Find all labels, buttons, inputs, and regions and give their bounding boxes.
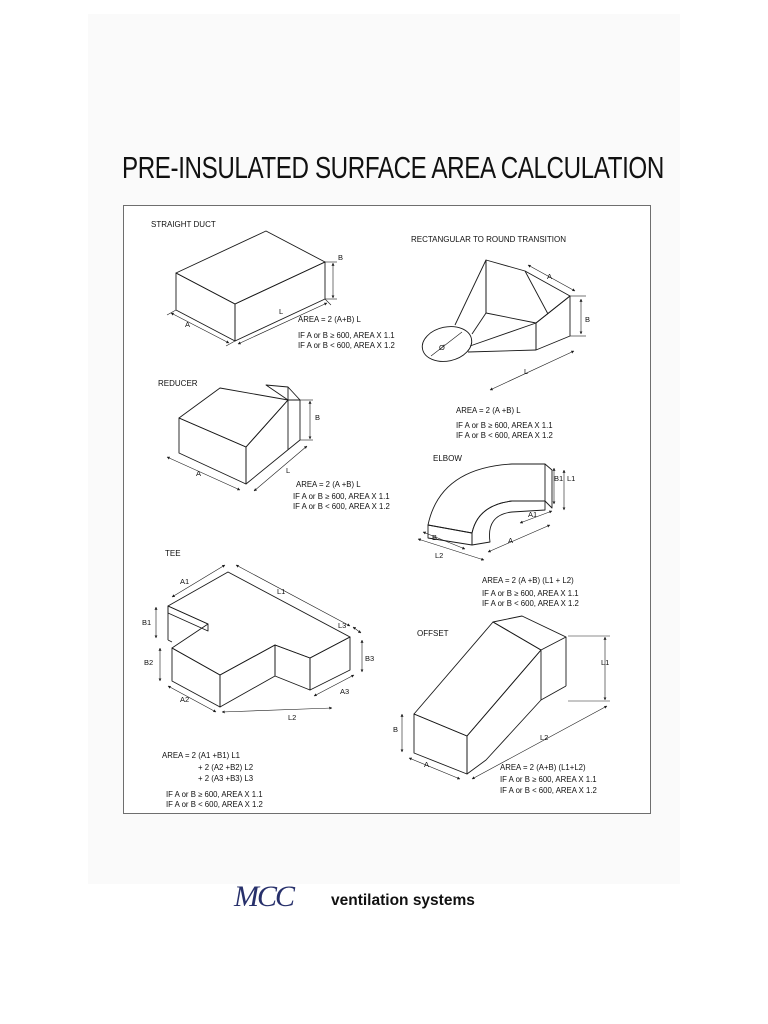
transition-formula-small: IF A or B < 600, AREA X 1.2 xyxy=(456,431,553,440)
transition-title: RECTANGULAR TO ROUND TRANSITION xyxy=(411,235,566,244)
reducer-label-a: A xyxy=(196,469,202,478)
offset-label-l1: L1 xyxy=(601,658,610,667)
reducer-collar xyxy=(266,385,300,400)
straight-duct-title: STRAIGHT DUCT xyxy=(151,220,216,229)
tee-formula-small: IF A or B < 600, AREA X 1.2 xyxy=(166,800,263,809)
elbow-b-dimension xyxy=(423,532,465,549)
straight-duct-label-a: A xyxy=(185,320,191,329)
straight-duct-formula-area: AREA = 2 (A+B) L xyxy=(298,315,361,324)
transition-l-dimension xyxy=(490,351,574,390)
offset-title: OFFSET xyxy=(417,629,449,638)
reducer-side-face xyxy=(246,400,300,484)
reducer-formula-large: IF A or B ≥ 600, AREA X 1.1 xyxy=(293,492,390,501)
tee-end-face xyxy=(310,637,350,690)
elbow-label-l2: L2 xyxy=(435,551,444,560)
tee-label-l2: L2 xyxy=(288,713,297,722)
reducer-a-dimension xyxy=(167,457,240,490)
reducer-label-b: B xyxy=(315,413,321,422)
tee-label-a1: A1 xyxy=(180,577,190,586)
offset-formula-area: AREA = 2 (A+B) (L1+L2) xyxy=(500,763,586,772)
tee-label-b1: B1 xyxy=(142,618,152,627)
reducer-formula-area: AREA = 2 (A +B) L xyxy=(296,480,361,489)
transition-body xyxy=(486,260,570,323)
tee-a2-dimension xyxy=(168,686,216,712)
offset-front-face xyxy=(414,714,467,774)
elbow-formula-large: IF A or B ≥ 600, AREA X 1.1 xyxy=(482,589,579,598)
transition-label-diameter: Ø xyxy=(439,343,445,352)
company-logo xyxy=(234,880,534,924)
elbow-label-l1: L1 xyxy=(567,474,576,483)
reducer-title: REDUCER xyxy=(158,379,198,388)
tee-label-a3: A3 xyxy=(340,687,350,696)
reducer-diagram xyxy=(158,379,390,511)
transition-formula-area: AREA = 2 (A +B) L xyxy=(456,406,521,415)
straight-duct-label-l: L xyxy=(279,307,284,316)
elbow-label-b: B xyxy=(432,533,438,542)
elbow-top-curve xyxy=(428,464,545,533)
elbow-label-a1: A1 xyxy=(528,510,538,519)
tee-l1-dimension xyxy=(236,565,350,626)
elbow-label-b1: B1 xyxy=(554,474,564,483)
tee-label-b2: B2 xyxy=(144,658,154,667)
transition-label-b: B xyxy=(585,315,591,324)
elbow-label-a: A xyxy=(508,536,514,545)
elbow-formula-small: IF A or B < 600, AREA X 1.2 xyxy=(482,599,579,608)
transition-rect-face xyxy=(536,296,570,350)
tee-l2-dimension xyxy=(222,708,332,712)
reducer-label-l: L xyxy=(286,466,291,475)
tee-formula-l1: AREA = 2 (A1 +B1) L1 xyxy=(162,751,241,760)
straight-duct-top-face xyxy=(176,231,325,304)
elbow-diagram xyxy=(418,454,579,608)
straight-duct-label-b: B xyxy=(338,253,344,262)
offset-label-a: A xyxy=(424,760,430,769)
transition-round-end xyxy=(419,322,475,366)
straight-duct-side-face xyxy=(235,262,325,341)
elbow-title: ELBOW xyxy=(433,454,462,463)
tee-formula-l3: + 2 (A3 +B3) L3 xyxy=(198,774,254,783)
tee-top-face xyxy=(168,572,350,675)
transition-diagram xyxy=(411,235,590,440)
straight-duct-a-dimension xyxy=(171,313,229,343)
elbow-formula-area: AREA = 2 (A +B) (L1 + L2) xyxy=(482,576,574,585)
transition-label-l: L xyxy=(524,367,529,376)
straight-duct-formula-small: IF A or B < 600, AREA X 1.2 xyxy=(298,341,395,350)
tee-label-a2: A2 xyxy=(180,695,190,704)
elbow-a-dimension xyxy=(488,525,550,552)
offset-label-l2: L2 xyxy=(540,733,549,742)
transition-formula-large: IF A or B ≥ 600, AREA X 1.1 xyxy=(456,421,553,430)
mcc-logo-mark: MCC xyxy=(234,880,294,913)
brand-name: ventilation systems xyxy=(331,892,475,909)
reducer-formula-small: IF A or B < 600, AREA X 1.2 xyxy=(293,502,390,511)
offset-side-face xyxy=(467,650,541,774)
reducer-top-face xyxy=(179,388,288,447)
offset-formula-large: IF A or B ≥ 600, AREA X 1.1 xyxy=(500,775,597,784)
tee-title: TEE xyxy=(165,549,181,558)
transition-label-a: A xyxy=(547,272,553,281)
straight-duct-diagram xyxy=(151,220,395,350)
offset-formula-small: IF A or B < 600, AREA X 1.2 xyxy=(500,786,597,795)
reducer-front-face xyxy=(179,418,246,484)
tee-label-l1: L1 xyxy=(277,587,286,596)
tee-formula-l2: + 2 (A2 +B2) L2 xyxy=(198,763,254,772)
elbow-l2-dimension xyxy=(418,539,484,560)
page-title: PRE-INSULATED SURFACE AREA CALCULATION xyxy=(122,150,664,185)
straight-duct-formula-large: IF A or B ≥ 600, AREA X 1.1 xyxy=(298,331,395,340)
tee-l3-dimension xyxy=(353,627,361,633)
tee-label-l3: L3 xyxy=(338,621,347,630)
tee-label-b3: B3 xyxy=(365,654,375,663)
tee-diagram xyxy=(142,549,374,809)
offset-label-b: B xyxy=(393,725,399,734)
offset-diagram xyxy=(393,616,610,795)
tee-formula-large: IF A or B ≥ 600, AREA X 1.1 xyxy=(166,790,263,799)
